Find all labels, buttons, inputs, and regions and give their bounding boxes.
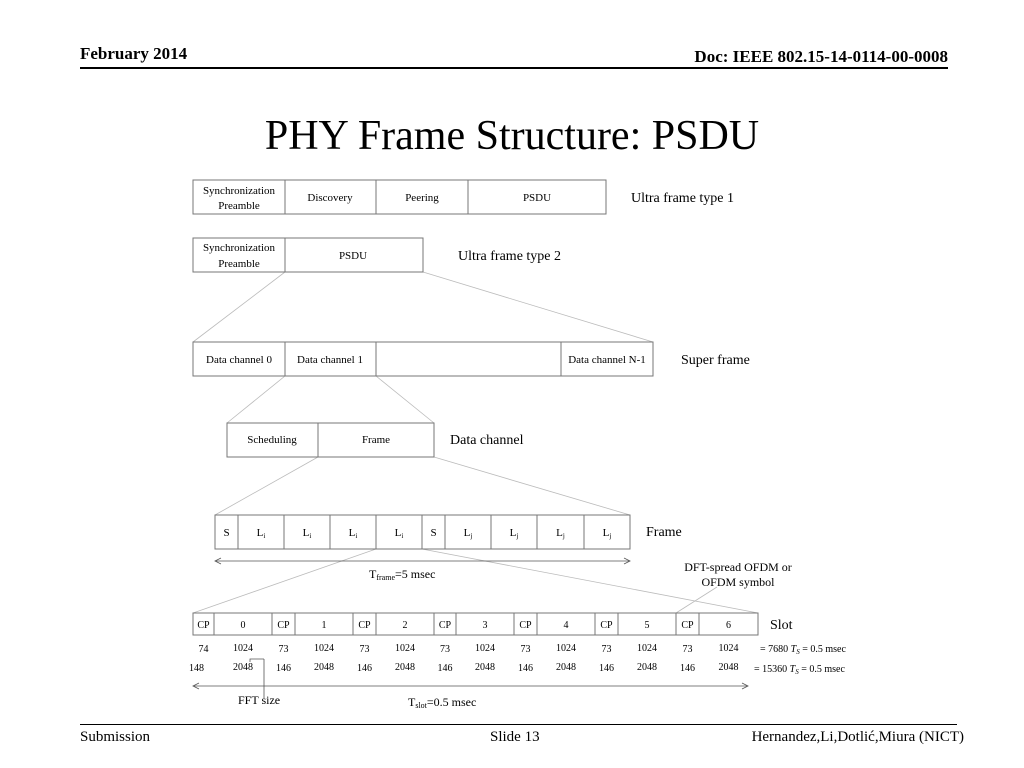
row1-caption: Ultra frame type 1 bbox=[631, 191, 735, 206]
slide-title: PHY Frame Structure: PSDU bbox=[264, 113, 760, 159]
row3-caption: Super frame bbox=[681, 353, 750, 368]
slot-cell-label: 4 bbox=[563, 620, 569, 631]
ultra-frame-type-1 bbox=[193, 180, 734, 214]
frame-cell-label: Li bbox=[256, 527, 266, 540]
frame-cell-label: S bbox=[430, 527, 437, 539]
frame-cell-label: Lj bbox=[509, 527, 519, 540]
frame-label: Frame bbox=[361, 434, 391, 446]
slot-equation-2: = 15360 $T_S = 0.5$ msec bbox=[754, 664, 845, 676]
slot-equation-1: = 7680 $T_S = 0.5$ msec bbox=[760, 644, 846, 656]
psdu-label: PSDU bbox=[338, 250, 368, 262]
sample-count-2x: 146 bbox=[437, 663, 453, 674]
footer-authors: Hernandez,Li,Dotlić,Miura (NICT) bbox=[751, 729, 964, 745]
sample-count-1x: 73 bbox=[278, 644, 289, 655]
data-channel bbox=[227, 423, 524, 457]
scheduling-label: Scheduling bbox=[247, 434, 297, 446]
sample-count-1x: 1024 bbox=[233, 643, 253, 654]
sample-count-1x: 1024 bbox=[556, 643, 576, 654]
frame-row bbox=[215, 515, 682, 582]
sample-count-1x: 73 bbox=[601, 644, 612, 655]
row2-caption: Ultra frame type 2 bbox=[458, 249, 562, 264]
sample-count-2x: 2048 bbox=[637, 662, 657, 673]
frame-cell-label: S bbox=[223, 527, 230, 539]
slot-cell-label: CP bbox=[358, 620, 371, 631]
sample-count-2x: 2048 bbox=[314, 662, 334, 673]
slot-cell-label: CP bbox=[277, 620, 290, 631]
slot-cell-label: CP bbox=[197, 620, 210, 631]
frame-cell-label: Lj bbox=[556, 527, 565, 540]
slot-cell-label: CP bbox=[438, 620, 452, 631]
data-channel-gap-cell bbox=[376, 342, 561, 376]
sample-count-1x: 73 bbox=[440, 644, 450, 655]
sample-count-1x: 1024 bbox=[718, 643, 739, 654]
sample-count-2x: 146 bbox=[518, 663, 533, 674]
slot-span-label: Tslot=0.5 msec bbox=[408, 695, 477, 710]
sample-count-2x: 2048 bbox=[475, 662, 495, 673]
slot-cell-label: 0 bbox=[240, 620, 246, 631]
header-doc-id: Doc: IEEE 802.15-14-0114-00-0008 bbox=[694, 47, 948, 66]
footer-divider bbox=[80, 724, 957, 725]
sample-count-2x: 2048 bbox=[395, 662, 415, 673]
sync-label-line1: Synchronization bbox=[202, 185, 276, 197]
sample-count-2x: 146 bbox=[680, 663, 695, 674]
row5-caption: Frame bbox=[646, 525, 682, 540]
sample-count-1x: 73 bbox=[682, 644, 693, 655]
header-date: February 2014 bbox=[80, 44, 188, 63]
frame-cell-label: Li bbox=[394, 527, 404, 540]
slot-cell-label: 2 bbox=[402, 620, 408, 631]
sample-count-2x: 146 bbox=[357, 663, 372, 674]
row6-caption: Slot bbox=[770, 618, 793, 633]
slot-cell-label: 3 bbox=[482, 620, 488, 631]
slot-row bbox=[189, 613, 846, 710]
sync-label-line1: Synchronization bbox=[202, 242, 276, 254]
sync-label-line2: Preamble bbox=[218, 258, 260, 270]
frame-cell-label: Li bbox=[348, 527, 358, 540]
frame-cell-label: Li bbox=[302, 527, 312, 540]
sample-count-2x: 146 bbox=[599, 663, 614, 674]
data-channel-0-label: Data channel 0 bbox=[206, 354, 272, 366]
footer-slide-number: Slide 13 bbox=[490, 729, 540, 745]
sample-count-1x: 1024 bbox=[475, 643, 495, 654]
row4-caption: Data channel bbox=[450, 433, 524, 448]
psdu-label: PSDU bbox=[522, 192, 552, 204]
symbol-annotation-line2: OFDM symbol bbox=[701, 575, 775, 589]
data-channel-n-1-label: Data channel N-1 bbox=[568, 354, 646, 366]
slot-cell-label: CP bbox=[681, 620, 694, 631]
slot-cell-label: CP bbox=[519, 620, 532, 631]
fft-size-label: FFT size bbox=[238, 693, 281, 707]
sample-count-1x: 74 bbox=[198, 644, 209, 655]
frame-cell-label: Lj bbox=[602, 527, 612, 540]
sample-count-2x: 2048 bbox=[718, 662, 739, 673]
sample-count-1x: 1024 bbox=[314, 643, 334, 654]
sample-count-2x: 146 bbox=[276, 663, 291, 674]
slot-cell-label: CP bbox=[600, 620, 613, 631]
sample-count-1x: 73 bbox=[359, 644, 370, 655]
sample-count-1x: 1024 bbox=[637, 643, 657, 654]
slot-cell-label: 1 bbox=[321, 620, 327, 631]
discovery-label: Discovery bbox=[307, 192, 353, 204]
sample-count-2x: 2048 bbox=[556, 662, 576, 673]
peering-label: Peering bbox=[405, 192, 439, 204]
frame-span-label: Tframe=5 msec bbox=[369, 567, 436, 582]
symbol-annotation-line1: DFT-spread OFDM or bbox=[684, 560, 792, 574]
super-frame bbox=[193, 342, 750, 376]
slot-cell-label: 6 bbox=[726, 620, 731, 631]
frame-cell-label: Lj bbox=[463, 527, 473, 540]
sample-count-2x: 148 bbox=[189, 663, 204, 674]
ultra-frame-type-2 bbox=[193, 238, 561, 272]
sample-count-1x: 1024 bbox=[395, 643, 415, 654]
data-channel-1-label: Data channel 1 bbox=[297, 354, 363, 366]
sample-count-2x: 2048 bbox=[233, 662, 253, 673]
sample-count-1x: 73 bbox=[520, 644, 531, 655]
footer-submission: Submission bbox=[80, 729, 151, 745]
sync-label-line2: Preamble bbox=[218, 200, 260, 212]
slot-cell-label: 5 bbox=[644, 620, 650, 631]
